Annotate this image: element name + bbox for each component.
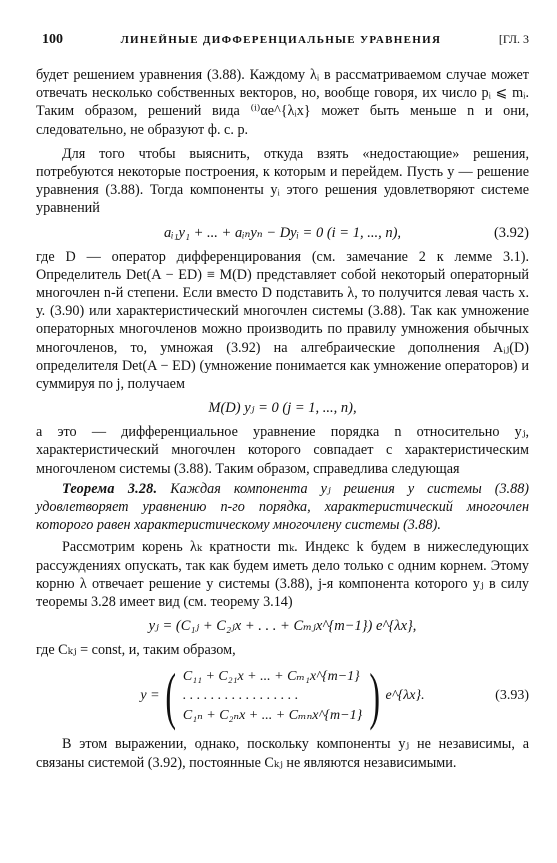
left-paren: ( xyxy=(164,660,176,732)
paragraph-4: а это — дифференциальное уравнение порядка n относительно yⱼ, характеристический многочлен которого совпадает с характеристическим многочленом системы (3.88). Таким образом, справедлива следующая xyxy=(36,424,529,477)
paragraph-3: где D — оператор дифференцирования (см. замечание 2 к лемме 3.1). Определитель Det(A − ED) ≡ M(D) представляет собой некоторый операторный многочлен n-й степени. Если вместо D подставить λ, то получится левая часть х. у. (3.90) или характеристический многочлен системы (3.88). Так как умножение операторных многочленов можно производить по правилу умножения обычных многочленов, то, умножая (3.92) на алгебраические дополнения Aᵢⱼ(D) определителя Det(A − ED) (умножение понимается как умножение операторов) и суммируя по j, получаем xyxy=(36,248,529,393)
matrix-rhs: e^{λx}. xyxy=(385,688,425,704)
running-title: ЛИНЕЙНЫЕ ДИФФЕРЕНЦИАЛЬНЫЕ УРАВНЕНИЯ xyxy=(120,34,442,46)
matrix-rows xyxy=(181,668,364,724)
chapter-label: [ГЛ. 3 xyxy=(498,32,529,46)
equation-number: (3.93) xyxy=(495,688,529,704)
equation-body: aᵢ₁y₁ + ... + aᵢₙyₙ − Dyᵢ = 0 (i = 1, ..., n), xyxy=(163,224,402,241)
page-number: 100 xyxy=(42,32,63,47)
theorem-3-28 xyxy=(36,480,529,535)
right-paren: ) xyxy=(369,660,381,732)
page-header xyxy=(42,32,529,48)
equation-3-92 xyxy=(36,218,529,248)
matrix-row-2: . . . . . . . . . . . . . . . . . xyxy=(182,688,299,704)
equation-body: yⱼ = (C₁ⱼ + C₂ⱼx + . . . + Cₘⱼx^{m−1}) e^{λx}, xyxy=(148,618,417,635)
equation-body: M(D) yⱼ = 0 (j = 1, ..., n), xyxy=(208,400,357,417)
paragraph-2: Для того чтобы выяснить, откуда взять «недостающие» решения, потребуются некоторые построения, к которым и перейдем. Пусть y — решение уравнения (3.88). Тогда компоненты yᵢ этого решения удовлетворяют системе уравнений xyxy=(36,145,529,217)
equation-3-93 xyxy=(36,661,529,731)
matrix-row-1: C₁₁ + C₂₁x + ... + Cₘ₁x^{m−1} xyxy=(182,669,360,685)
equation-md xyxy=(36,393,529,423)
theorem-text: Каждая компонента yⱼ решения y системы (3.88) удовлетворяет уравнению n-го порядка, характеристический многочлен которого равен характеристическому многочлену системы (3.88). xyxy=(36,480,530,534)
paragraph-7: В этом выражении, однако, поскольку компоненты yⱼ не независимы, а связаны системой (3.92), постоянные Cₖⱼ не являются независимыми. xyxy=(36,736,529,771)
paragraph-5: Рассмотрим корень λₖ кратности mₖ. Индекс k будем в нижеследующих рассуждениях опускать, так как будем иметь дело только с одним корнем. Этому корню λ отвечает решение y системы (3.88), j-я компонента которого yⱼ в силу теоремы 3.28 имеет вид (см. теорему 3.14) xyxy=(36,539,529,611)
paragraph-6: где Cₖⱼ = const, и, таким образом, xyxy=(36,642,236,659)
equation-yj xyxy=(36,611,529,641)
matrix-row-3: C₁ₙ + C₂ₙx + ... + Cₘₙx^{m−1} xyxy=(182,708,363,724)
matrix-expression xyxy=(140,660,425,732)
equation-number: (3.92) xyxy=(493,224,529,241)
matrix-lhs: y = xyxy=(140,688,160,704)
theorem-label: Теорема 3.28. xyxy=(62,480,158,497)
paragraph-1: будет решением уравнения (3.88). Каждому λᵢ в рассматриваемом случае может отвечать несколько собственных векторов, но, вообще говоря, их число pᵢ ⩽ mᵢ. Таким образом, решений вида ⁽ⁱ⁾αe^{λᵢx} может быть меньше n и они, следовательно, не образуют ф. с. р. xyxy=(36,67,529,138)
